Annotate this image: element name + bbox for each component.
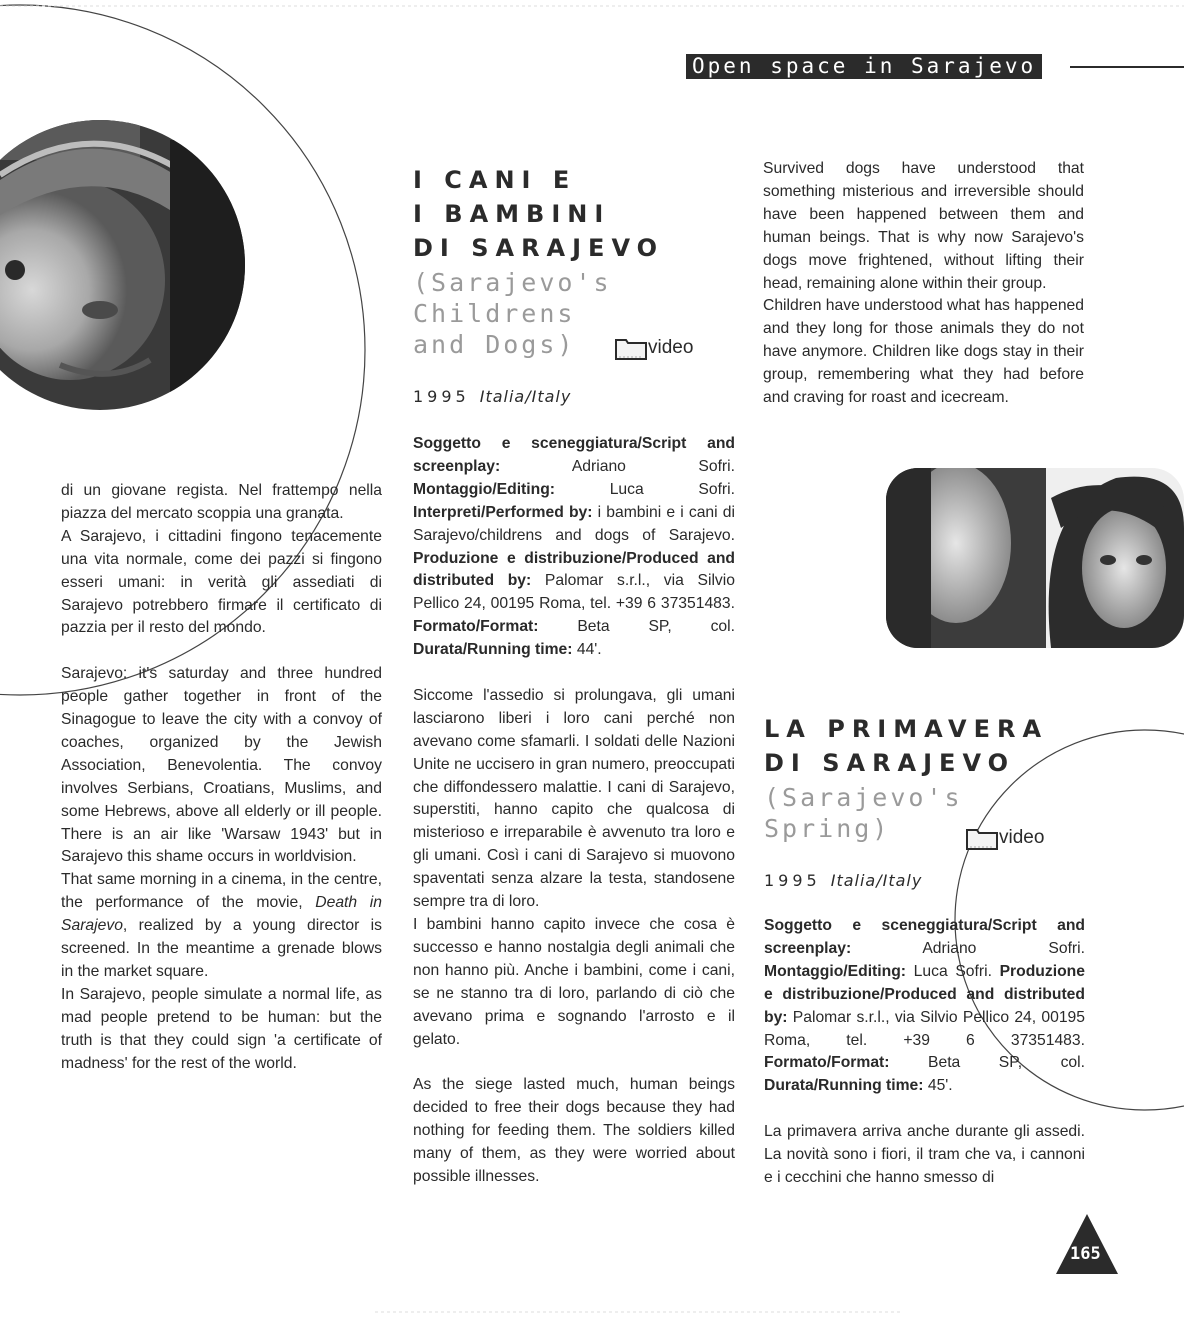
film1-country: Italia/Italy — [479, 387, 572, 406]
film1-title-line2: I BAMBINI — [413, 200, 611, 228]
film1-subtitle-line2: Childrens — [413, 299, 576, 328]
film2-header — [764, 712, 1084, 844]
film1-year-line — [413, 387, 571, 406]
film2-video-label: video — [999, 827, 1045, 848]
film2-credits: Soggetto e sceneggiatura/Script and screenplay: Adriano Sofri. Montaggio/Editing: Luca Sofri. Produzione e distribuzione/Produced and distributed by: Palomar s.r.l., via Silvio Pellico 24, 00195 Roma, tel. +39 6 37351483. Formato/Format: Beta SP, col. Durata/Running time: 45'. — [764, 917, 1085, 1095]
film2-year-line — [764, 871, 922, 890]
film1-subtitle-line1: (Sarajevo's — [413, 268, 612, 297]
film1-video-tag — [615, 336, 693, 360]
left-paragraph-1: di un giovane regista. Nel frattempo nella piazza del mercato scoppia una granata. — [61, 482, 382, 522]
film2-synopsis-it: La primavera arriva anche durante gli assedi. La novità sono i fiori, il tram che va, i cannoni e i cecchini che hanno smesso di — [764, 1123, 1085, 1186]
film1-subtitle-line3: and Dogs) — [413, 330, 576, 359]
page-number: 165 — [1070, 1244, 1101, 1264]
portrait-photo — [0, 120, 250, 410]
running-head: Open space in Sarajevo — [686, 54, 1042, 79]
film1-title-line1: I CANI E — [413, 166, 577, 194]
left-paragraph-2: A Sarajevo, i cittadini fingono tenacemente una vita normale, come dei pazzi si fingono esseri umani: in verità gli assediati di Sarajevo potrebbero firmare il certificato di pazzia per il resto del mondo. — [61, 527, 382, 637]
film2-subtitle-line2: Spring) — [764, 814, 891, 843]
left-paragraph-4: That same morning in a cinema, in the centre, the performance of the movie, Death in Sarajevo, realized by a young director is screened. In the meantime a grenade blows in the market square. — [61, 871, 382, 981]
film1-synopsis-it-2: I bambini hanno capito invece che cosa è successo e hanno nostalgia degli animali che non hanno più. Anche i bambini, come i cani, se ne stanno tra di loro, parlando di ciò che avevano prima e sognando l'arrosto e il gelato. — [413, 916, 735, 1048]
folder-icon — [615, 336, 647, 360]
film2-body — [764, 915, 1085, 1190]
left-column-text — [61, 480, 382, 1076]
film1-credits: Soggetto e sceneggiatura/Script and screenplay: Adriano Sofri. Montaggio/Editing: Luca Sofri. Interpreti/Performed by: i bambini e i cani di Sarajevo/childrens and dogs of Sarajevo. Produzione e distribuzione/Produced and distributed by: Palomar s.r.l., via Silvio Pellico 24, 00195 Roma, tel. +39 6 37351483. Formato/Format: Beta SP, col. Durata/Running time: 44'. — [413, 435, 735, 659]
film2-year: 1995 — [764, 871, 821, 890]
faces-photo — [886, 468, 1184, 648]
left-paragraph-5: In Sarajevo, people simulate a normal life, as mad people pretend to be human: but the truth is that they could sign 'a certificate of madness' for the rest of the world. — [61, 985, 382, 1072]
film-title-italic: Death in Sarajevo — [61, 894, 382, 935]
film2-title-line1: LA PRIMAVERA — [764, 715, 1049, 743]
film1-video-label: video — [648, 337, 694, 358]
film1-body — [413, 433, 735, 1189]
film1-header — [413, 163, 733, 360]
film2-video-tag — [966, 826, 1044, 850]
running-head-rule — [1070, 66, 1184, 68]
film2-country: Italia/Italy — [830, 871, 923, 890]
film2-title-line2: DI SARAJEVO — [764, 749, 1015, 777]
film1-synopsis-en-3: Children have understood what has happened and they long for those animals they do not have anymore. Children like dogs stay in their group, remembering what they had before and craving for roast and icecream. — [763, 297, 1084, 407]
film1-synopsis-it-1: Siccome l'assedio si prolungava, gli umani lasciarono liberi i loro cani perché non avevano come sfamarli. I soldati delle Nazioni Unite ne uccisero in gran numero, preoccupati che diffondessero malattie. I cani di Sarajevo, superstiti, hanno capito che qualcosa di misterioso e irreparabile è avvenuto tra loro e gli umani. Così i cani di Sarajevo si muovono spaventati senza alzare la testa, standosene sempre tra di loro. — [413, 686, 735, 911]
film1-title-line3: DI SARAJEVO — [413, 234, 664, 262]
right-column-top — [763, 158, 1084, 410]
folder-icon — [966, 826, 998, 850]
film1-synopsis-en-1: As the siege lasted much, human beings decided to free their dogs because they had nothing for feeding them. The soldiers killed many of them, as they were worried about possible illnesses. — [413, 1076, 735, 1185]
left-paragraph-3: Sarajevo: it's saturday and three hundred people gather together in front of the Sinagogue to leave the city with a convoy of coaches, organized by the Jewish Association, Benevolentia. The convoy involves Serbians, Croatians, Muslims, and some Hebrews, above all elderly or ill people. There is an air like 'Warsaw 1943' but in Sarajevo this shame occurs in worldvision. — [61, 665, 382, 866]
film1-synopsis-en-2: Survived dogs have understood that something misterious and irreversible should have been happened between them and human beings. That is why now Sarajevo's dogs move frightened, without lifting their head, remaining alone within their group. — [763, 160, 1084, 292]
film2-subtitle-line1: (Sarajevo's — [764, 783, 963, 812]
film1-year: 1995 — [413, 387, 470, 406]
